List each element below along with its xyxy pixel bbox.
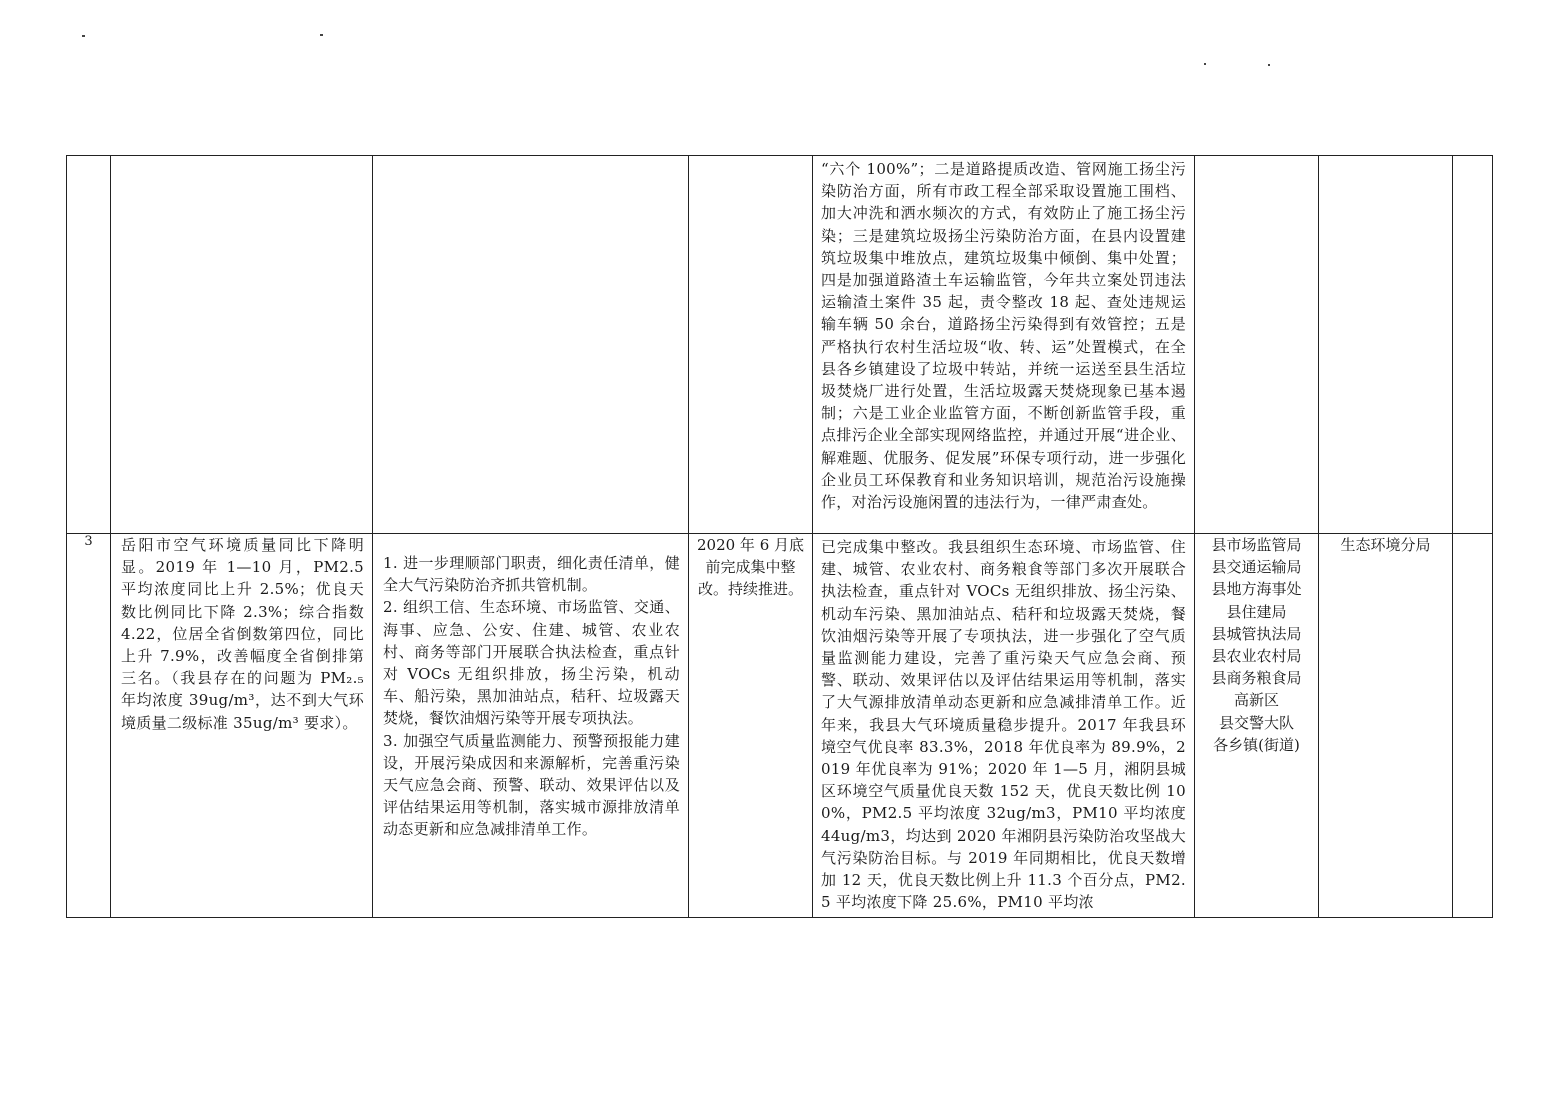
responsible-units-list: [1195, 534, 1318, 756]
unit-line: 县商务粮食局: [1211, 669, 1302, 688]
deadline-text: 2020 年 6 月底前完成集中整改。持续推进。: [696, 536, 805, 598]
note-cell: [1453, 156, 1493, 534]
lead-unit-cell: [1319, 156, 1453, 534]
rectification-table: [66, 155, 1493, 918]
unit-line: 县交警大队: [1218, 713, 1294, 732]
note-cell: [1453, 534, 1493, 918]
unit-line: 县城管执法局: [1211, 624, 1302, 643]
scan-speck: [82, 35, 85, 37]
scan-speck: [320, 34, 323, 36]
unit-line: 县交通运输局: [1211, 558, 1302, 577]
unit-line: 各乡镇(街道): [1213, 735, 1300, 754]
deadline-cell: [689, 534, 813, 918]
unit-line: 县农业农村局: [1211, 647, 1302, 666]
table-row-continued: [67, 156, 1493, 534]
scan-speck: [1204, 63, 1206, 65]
number-cell: [67, 534, 111, 918]
measures-cell: [373, 156, 689, 534]
unit-line: 县市场监管局: [1211, 536, 1302, 554]
deadline-cell: [689, 156, 813, 534]
unit-line: 县住建局: [1226, 602, 1287, 621]
lead-unit-cell: [1319, 534, 1453, 918]
row-number: 3: [84, 534, 93, 549]
scan-speck: [1268, 64, 1270, 66]
measures-cell: [373, 534, 689, 918]
unit-line: 高新区: [1233, 691, 1279, 710]
progress-text: 已完成集中整改。我县组织生态环境、市场监管、住建、城管、农业农村、商务粮食等部门多次开展联合执法检查，重点针对 VOCs 无组织排放、扬尘污染、机动车污染、黑加油站点、秸秆和垃圾露天焚烧，餐饮油烟污染等开展了专项执法，进一步强化了空气质量监测能力建设，完善了重污染天气应急会商、预警、联动、效果评估以及评估结果运用等机制，落实了大气源排放清单动态更新和应急减排清单工作。近年来，我县大气环境质量稳步提升。2017 年我县环境空气优良率 83.3%，2018 年优良率为 89.9%，2019 年优良率为 91%；2020 年 1—5 月，湘阴县城区环境空气质量优良天数 152 天，优良天数比例 100%，PM2.5 平均浓度 32ug/m3，PM10 平均浓度 44ug/m3，均达到 2020 年湘阴县污染防治攻坚战大气污染防治目标。与 2019 年同期相比，优良天数增加 12 天，优良天数比例上升 11.3 个百分点，PM2.5 平均浓度下降 25.6%，PM10 平均浓: [821, 538, 1186, 912]
measures-text: 1. 进一步理顺部门职责，细化责任清单，健全大气污染防治齐抓共管机制。 2. 组织工信、生态环境、市场监管、交通、海事、应急、公安、住建、城管、农业农村、商务等部门开展联合执法检查，重点针对 VOCs 无组织排放，扬尘污染，机动车、船污染，黑加油站点，秸秆、垃圾露天焚烧，餐饮油烟污染等开展专项执法。 3. 加强空气质量监测能力、预警预报能力建设，开展污染成因和来源解析，完善重污染天气应急会商、预警、联动、效果评估以及评估结果运用等机制，落实城市源排放清单动态更新和应急减排清单工作。: [383, 554, 680, 839]
number-cell: [67, 156, 111, 534]
responsible-units-cell: [1195, 534, 1319, 918]
progress-cell: [813, 156, 1195, 534]
lead-unit-text: 生态环境分局: [1340, 536, 1431, 554]
issue-cell: [111, 156, 373, 534]
issue-text: 岳阳市空气环境质量同比下降明显。2019 年 1—10 月，PM2.5 平均浓度同比上升 2.5%；优良天数比例同比下降 2.3%；综合指数 4.22，位居全省倒数第四位，同比上升 7.9%，改善幅度全省倒排第三名。（我县存在的问题为 PM₂.₅ 年均浓度 39ug/m³，达不到大气环境质量二级标准 35ug/m³ 要求）。: [121, 536, 364, 732]
progress-text: “六个 100%”；二是道路提质改造、管网施工扬尘污染防治方面，所有市政工程全部采取设置施工围档、加大冲洗和洒水频次的方式，有效防止了施工扬尘污染；三是建筑垃圾扬尘污染防治方面，在县内设置建筑垃圾集中堆放点，建筑垃圾集中倾倒、集中处置；四是加强道路渣土车运输监管，今年共立案处罚违法运输渣土案件 35 起，责令整改 18 起、查处违规运输车辆 50 余台，道路扬尘污染得到有效管控；五是严格执行农村生活垃圾“收、转、运”处置模式，在全县各乡镇建设了垃圾中转站，并统一运送至县生活垃圾焚烧厂进行处置，生活垃圾露天焚烧现象已基本遏制；六是工业企业监管方面，不断创新监管手段，重点排污企业全部实现网络监控，并通过开展“进企业、解难题、优服务、促发展”环保专项行动，进一步强化企业员工环保教育和业务知识培训，规范治污设施操作，对治污设施闲置的违法行为，一律严肃查处。: [821, 160, 1186, 512]
table-row-3: [67, 534, 1493, 918]
progress-cell: [813, 534, 1195, 918]
unit-line: 县地方海事处: [1211, 580, 1302, 599]
responsible-units-cell: [1195, 156, 1319, 534]
issue-cell: [111, 534, 373, 918]
